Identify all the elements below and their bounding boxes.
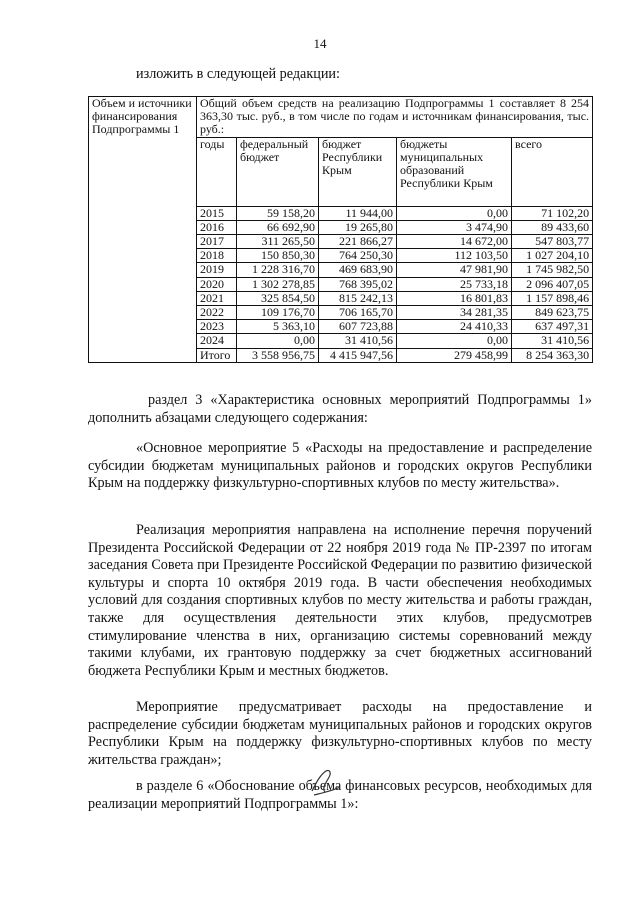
table-cell-total: 1 027 204,10 [512, 249, 593, 263]
table-cell-year: 2024 [197, 334, 237, 348]
table-cell-year: 2015 [197, 206, 237, 220]
table-cell-municipal: 0,00 [397, 206, 512, 220]
table-cell-year: 2022 [197, 306, 237, 320]
paragraph-main-activity: «Основное мероприятие 5 «Расходы на предоставление и распределение субсидии бюджетам муниципальных районов и городских округов Республики Крым на поддержку физкультурно-спортивных клубов по месту жительства». [88, 440, 592, 492]
paragraph-section-6: в разделе 6 «Обоснование объема финансовых ресурсов, необходимых для реализации мероприятий Подпрограммы 1»: [88, 778, 592, 812]
table-cell-year: 2016 [197, 220, 237, 234]
table-cell-republic: 764 250,30 [319, 249, 397, 263]
intro-text: изложить в следующей редакции: [136, 66, 340, 82]
table-cell-federal: 150 850,30 [237, 249, 319, 263]
table-cell-municipal: 14 672,00 [397, 235, 512, 249]
table-cell-republic: 469 683,90 [319, 263, 397, 277]
table-cell-municipal: 24 410,33 [397, 320, 512, 334]
table-cell-municipal: 34 281,35 [397, 306, 512, 320]
table-cell-federal: 5 363,10 [237, 320, 319, 334]
table-cell-federal: 109 176,70 [237, 306, 319, 320]
table-cell-municipal: 16 801,83 [397, 291, 512, 305]
paragraph-implementation: Реализация мероприятия направлена на исполнение перечня поручений Президента Российской Федерации от 22 ноября 2019 года № ПР-2397 по итогам заседания Совета при Президенте Российской Федерации по развитию физической культуры и спорта 10 октября 2019 года. В части обеспечения необходимых условий для создания спортивных клубов по месту жительства и работы граждан, также для осуществления деятельности этих клубов, предусмотрев стимулирование членства в них, организацию системы соревнований между такими клубами, их грантовую поддержку за счет бюджетных ассигнований бюджета Республики Крым и местных бюджетов. [88, 522, 592, 679]
table-cell-total: 637 497,31 [512, 320, 593, 334]
handwritten-mark-icon [306, 765, 346, 799]
table-header-cell: бюджеты муниципальных образований Республики Крым [397, 137, 512, 206]
page-number: 14 [313, 36, 327, 51]
paragraph-section-3: раздел 3 «Характеристика основных мероприятий Подпрограммы 1» дополнить абзацами следующего содержания: [88, 392, 592, 426]
table-summary: Общий объем средств на реализацию Подпрограммы 1 составляет 8 254 363,30 тыс. руб., в том числе по годам и источникам финансирования, тыс. руб.: [197, 97, 593, 138]
table-cell-total: 547 803,77 [512, 235, 593, 249]
table-header-cell: всего [512, 137, 593, 206]
paragraph-activity-expenses: Мероприятие предусматривает расходы на предоставление и распределение субсидии бюджетам муниципальных районов и городских округов Республики Крым на поддержку физкультурно-спортивных клубов по месту жительства граждан»; [88, 699, 592, 768]
table-cell-year: Итого [197, 348, 237, 362]
table-cell-total: 89 433,60 [512, 220, 593, 234]
table-cell-federal: 3 558 956,75 [237, 348, 319, 362]
table-cell-municipal: 25 733,18 [397, 277, 512, 291]
table-header-cell: федеральный бюджет [237, 137, 319, 206]
table-cell-municipal: 47 981,90 [397, 263, 512, 277]
table-cell-republic: 607 723,88 [319, 320, 397, 334]
table-cell-year: 2023 [197, 320, 237, 334]
table-cell-total: 31 410,56 [512, 334, 593, 348]
table-cell-republic: 706 165,70 [319, 306, 397, 320]
table-cell-year: 2021 [197, 291, 237, 305]
table-cell-municipal: 279 458,99 [397, 348, 512, 362]
table-cell-federal: 311 265,50 [237, 235, 319, 249]
table-cell-year: 2020 [197, 277, 237, 291]
table-row-label: Объем и источники финансирования Подпрограммы 1 [89, 97, 197, 363]
table-cell-republic: 815 242,13 [319, 291, 397, 305]
table-cell-federal: 66 692,90 [237, 220, 319, 234]
table-cell-republic: 768 395,02 [319, 277, 397, 291]
table-cell-municipal: 3 474,90 [397, 220, 512, 234]
table-cell-total: 71 102,20 [512, 206, 593, 220]
table-cell-total: 8 254 363,30 [512, 348, 593, 362]
table-cell-republic: 221 866,27 [319, 235, 397, 249]
table-cell-year: 2018 [197, 249, 237, 263]
table-cell-federal: 1 228 316,70 [237, 263, 319, 277]
table-header-cell: годы [197, 137, 237, 206]
table-cell-republic: 4 415 947,56 [319, 348, 397, 362]
table-cell-total: 849 623,75 [512, 306, 593, 320]
table-cell-republic: 19 265,80 [319, 220, 397, 234]
table-cell-total: 2 096 407,05 [512, 277, 593, 291]
table-cell-federal: 325 854,50 [237, 291, 319, 305]
table-cell-republic: 11 944,00 [319, 206, 397, 220]
table-cell-year: 2017 [197, 235, 237, 249]
table-cell-municipal: 112 103,50 [397, 249, 512, 263]
table-cell-federal: 0,00 [237, 334, 319, 348]
table-cell-total: 1 745 982,50 [512, 263, 593, 277]
table-cell-federal: 59 158,20 [237, 206, 319, 220]
table-cell-republic: 31 410,56 [319, 334, 397, 348]
table-cell-total: 1 157 898,46 [512, 291, 593, 305]
table-cell-municipal: 0,00 [397, 334, 512, 348]
table-header-cell: бюджет Республики Крым [319, 137, 397, 206]
table-cell-year: 2019 [197, 263, 237, 277]
table-cell-federal: 1 302 278,85 [237, 277, 319, 291]
financing-table [88, 96, 593, 363]
